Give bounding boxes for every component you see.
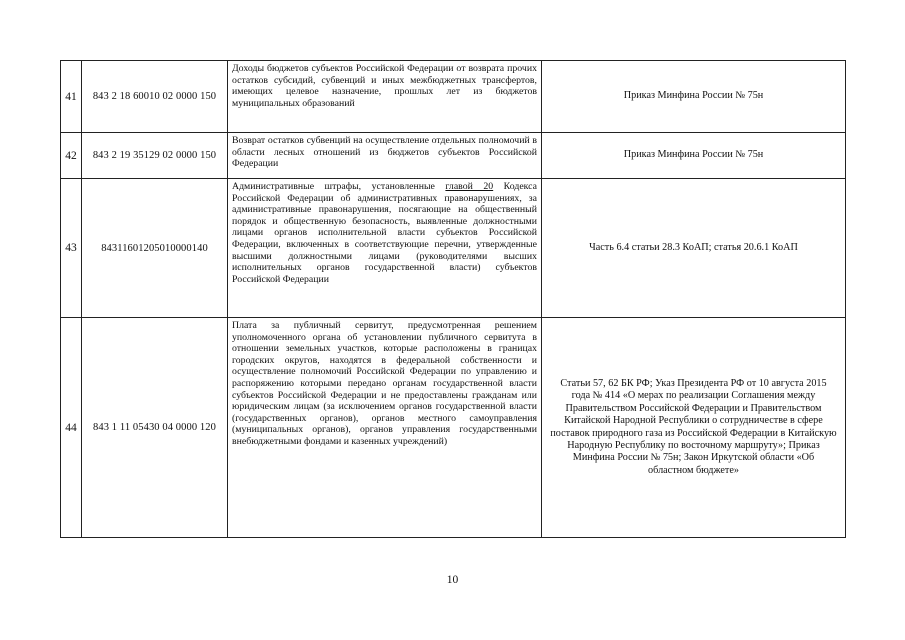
revenue-description: Возврат остатков субвенций на осуществление отдельных полномочий в области лесных отношений из бюджетов субъектов Российской Федерации — [228, 133, 542, 179]
table-row — [61, 318, 846, 538]
table-row — [61, 61, 846, 133]
chapter-20-link[interactable]: главой 20 — [445, 181, 494, 192]
budget-code: 843 2 18 60010 02 0000 150 — [82, 61, 228, 133]
budget-code: 843 1 11 05430 04 0000 120 — [82, 318, 228, 538]
row-number: 41 — [61, 61, 82, 133]
revenue-codes-table — [60, 60, 846, 538]
description-text: Административные штрафы, установленные — [232, 181, 446, 192]
page-number: 10 — [446, 574, 459, 586]
revenue-description: Плата за публичный сервитут, предусмотренная решением уполномоченного органа об установлении публичного сервитута в отношении земельных участков, которые расположены в границах городских округов, находятся в федеральной собственности и осуществление полномочий Российской Федерации по управлению и распоряжению которыми передано органам государственной власти субъектов Российской Федерации и не предоставлены гражданам или юридическим лицам (за исключением органов государственной власти (государственных органов), органов местного самоуправления (муниципальных органов), органов управления государственными внебюджетными фондами и казенных учреждений) — [228, 318, 542, 538]
legal-basis: Приказ Минфина России № 75н — [542, 61, 846, 133]
revenue-description: Доходы бюджетов субъектов Российской Федерации от возврата прочих остатков субсидий, субвенций и иных межбюджетных трансфертов, имеющих целевое назначение, прошлых лет из бюджетов муниципальных образований — [228, 61, 542, 133]
legal-basis: Статьи 57, 62 БК РФ; Указ Президента РФ от 10 августа 2015 года № 414 «О мерах по реализации Соглашения между Правительством Российской Федерации и Правительством Китайской Народной Республики о сотрудничестве в сфере поставок природного газа из Российской Федерации в Китайскую Народную Республику по восточному маршруту»; Приказ Минфина России № 75н; Закон Иркутской области «Об областном бюджете» — [542, 318, 846, 538]
legal-basis: Часть 6.4 статьи 28.3 КоАП; статья 20.6.1 КоАП — [542, 179, 846, 318]
budget-code: 84311601205010000140 — [82, 179, 228, 318]
legal-basis: Приказ Минфина России № 75н — [542, 133, 846, 179]
description-text: Кодекса Российской Федерации об административных правонарушениях, за административные правонарушения, посягающие на общественный порядок и общественную безопасность, выявленные должностными лицами органов исполнительной власти субъектов Российской Федерации, включенных в соответствующие перечни, утвержденные высшими должностными лицами (руководителями высших исполнительных органов государственной власти) субъектов Российской Федерации — [232, 181, 537, 285]
table-row — [61, 179, 846, 318]
table-row — [61, 133, 846, 179]
budget-code: 843 2 19 35129 02 0000 150 — [82, 133, 228, 179]
row-number: 44 — [61, 318, 82, 538]
row-number: 43 — [61, 179, 82, 318]
revenue-description — [228, 179, 542, 318]
row-number: 42 — [61, 133, 82, 179]
